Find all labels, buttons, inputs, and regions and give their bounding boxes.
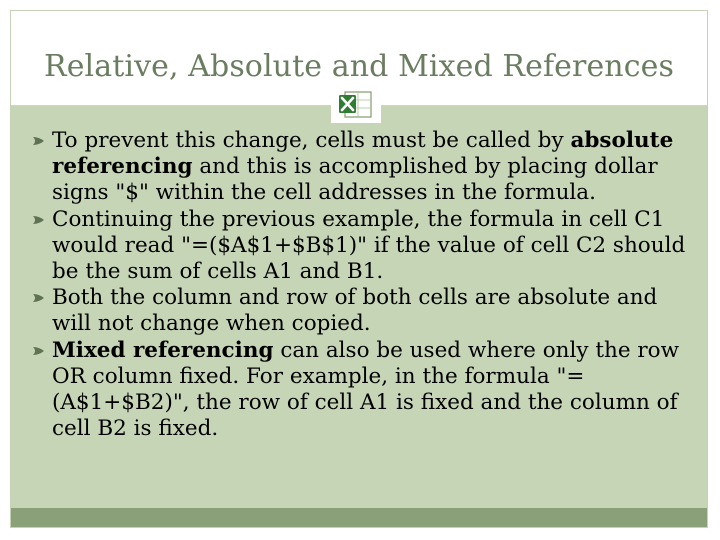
bullet-text [52,338,679,442]
slide-title: Relative, Absolute and Mixed References [44,49,674,84]
bullet-arrow-icon [32,135,46,147]
bottom-bar [11,508,707,527]
text-run: To prevent this change, cells must be called by [52,128,571,153]
bullet-arrow-icon [32,214,46,226]
bullet-item [32,338,692,443]
text-run: and this is accomplished by placing dollar signs "$" within the cell addresses in the formula. [52,154,658,206]
bullet-item [32,285,692,337]
bullet-text [52,285,657,336]
bullet-item [32,207,692,286]
bullet-text [52,128,673,205]
text-run: can also be used where only the row OR column fixed. For example, in the formula "=(A$1+$B2)", the row of cell A1 is fixed and the column of cell B2 is fixed. [52,337,680,442]
bullet-arrow-icon [32,292,46,304]
excel-logo-icon [331,85,381,123]
bold-text: absolute referencing [52,128,674,180]
bullet-list [32,128,692,442]
bullet-arrow-icon [32,345,46,357]
text-run: Both the column and row of both cells are absolute and will not change when copied. [52,285,658,337]
text-run: Continuing the previous example, the formula in cell C1 would read "=($A$1+$B$1)" if the value of cell C2 should be the sum of cells A1 and B1. [52,206,686,285]
bold-text: Mixed referencing [52,337,274,363]
bullet-text [52,207,685,284]
bullet-item [32,128,692,207]
